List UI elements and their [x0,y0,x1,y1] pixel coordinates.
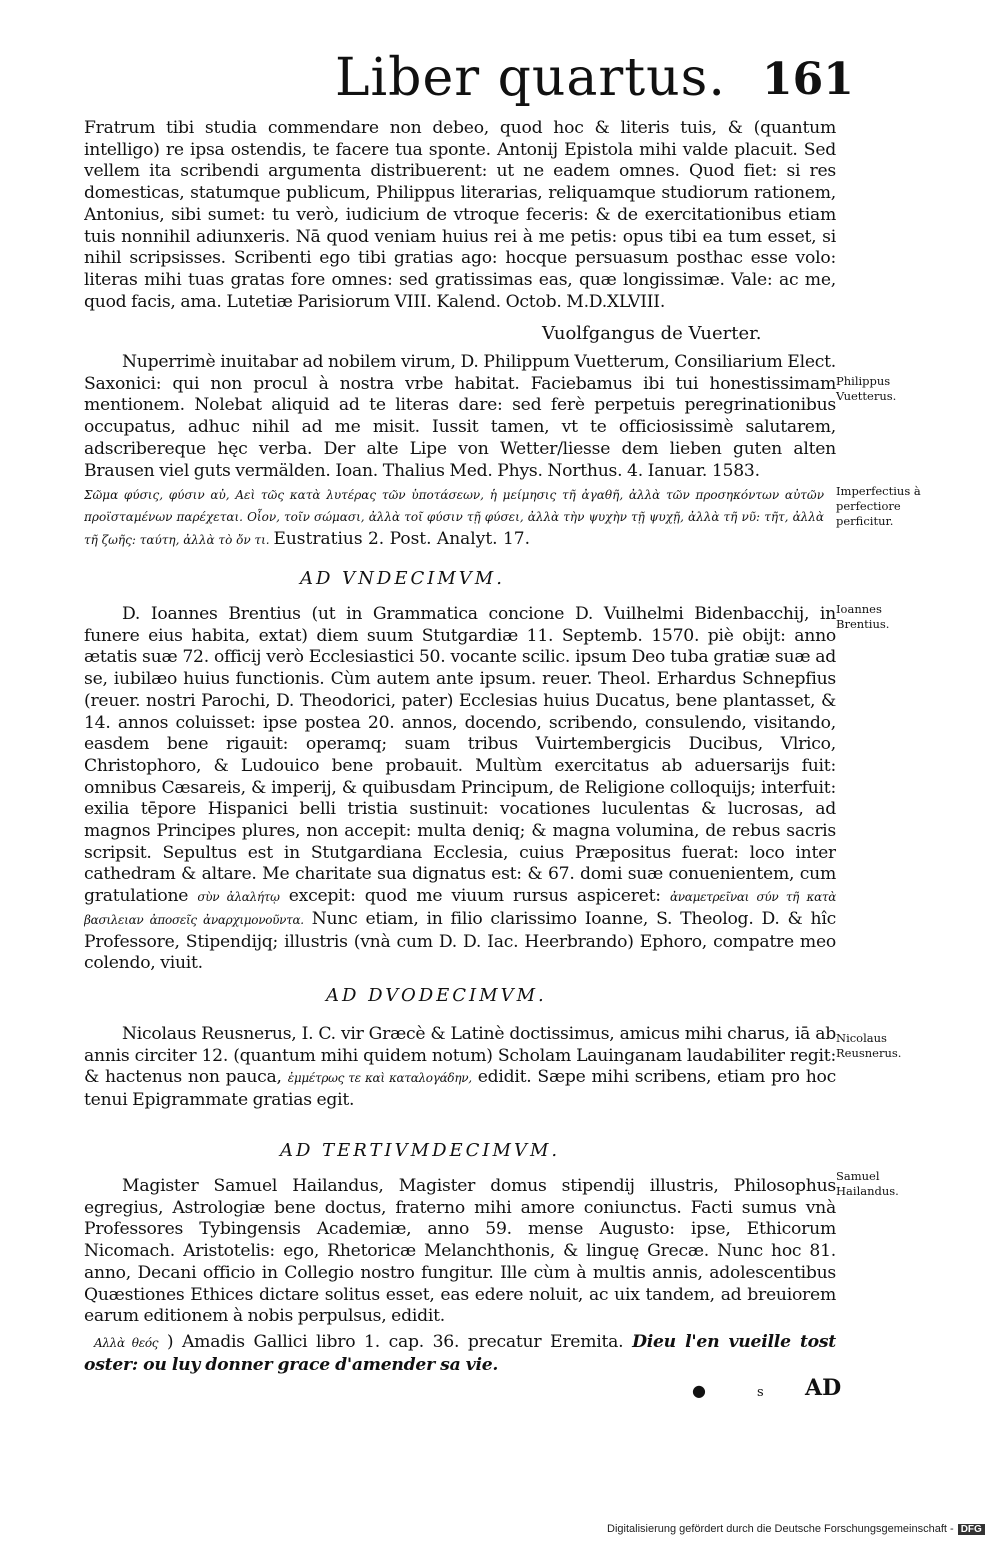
closing-text-b: Dieu l'en vueille tost oster: ou luy donner grace d'amender sa vie. [84,1332,836,1375]
hailand-paragraph: Magister Samuel Hailandus, Magister domus stipendij illustris, Philosophus egregius, Astrologiæ bene doctus, fraterno mihi amore coniunctus. Facti sumus vnà Professores Tybingensis Academiæ, anno 59. mense Augusto: ipse, Ethicorum Nicomach. Aristotelis: ego, Rhetoricæ Melanchthonis, & linguę Grecæ. Nunc hoc 81. anno, Decani officio in Collegio nostro fungitur. Ille cùm à multis annis, adolescentibus Quæstiones Ethices dictare solitus esset, eas edere noluit, ac uix tandem, ad breuiorem earum editionem à nobis perpulsus, edidit. [84,1176,836,1327]
margin-note-hailand: Samuel Hailandus. [836,1169,899,1198]
letter-paragraph: Fratrum tibi studia commendare non debeo, quod hoc & literis tuis, & (quantum intelligo) re ipsa ostendis, te facere tua sponte. Antonij Epistola mihi valde placuit. Sed vellem ita scribendi argumenta distribuerent: ut ne eadem omnes. Quod fiet: si res domesticas, statumque publicum, Philippus literarias, reliquamque studiorum rationem, Antonius, sibi sumet: tu verò, iudicium de vtroque feceris: & de exercitationibus etiam tuis nonnihil adiunxeris. Nā quod veniam huius rei à me petis: opus tibi ea tum esset, si nihil scripsisses. Scribenti ego tibi gratias ago: hocque persuasum posthac esse volo: literas mihi tuas gratas fore omnes: sed gratissimas eas, quæ longissimæ. Vale: ac me, quod facis, ama. Lutetiæ Parisiorum VIII. Kalend. Octob. M.D.XLVIII. [84,118,836,312]
section-heading-11: AD VNDECIMVM. [300,568,505,589]
closing-greek: Αλλὰ θεός [94,1336,159,1350]
brentius-text-b: excepit: quod me viuum rursus aspiceret: [288,886,661,907]
margin-note-reusner: Nicolaus Reusnerus. [836,1031,902,1060]
reusner-text-b: edidit. Sæpe mihi scribens, etiam pro hoc tenui Epigrammate gratias egit. [84,1067,836,1111]
dfg-logo: DFG [958,1524,985,1535]
page-number: 161 [762,54,854,105]
closing-text-a: ) Amadis Gallici libro 1. cap. 36. precatur Eremita. [166,1332,624,1352]
reusner-greek: ἐμμέτρως τε καὶ καταλογάδην, [287,1071,472,1086]
letter-signature: Vuolfgangus de Vuerter. [542,323,762,344]
brentius-text-c: Nunc etiam, in filio clarissimo Ioanne, S. Theolog. D. & hîc Professore, Stipendijq; illustris (vnà cum D. D. Iac. Heerbrando) Ephoro, compatre meo colendo, viuit. [84,908,836,972]
margin-note-imperfectius: Imperfectius à perfectiore perficitur. [836,484,921,528]
brentius-greek-1: σὺν ἀλαλήτῳ [197,890,280,905]
greek-quotation-source: Eustratius 2. Post. Analyt. 17. [273,529,531,549]
digitization-credit [607,1523,985,1535]
section-heading-12: AD DVODECIMVM. [326,985,547,1006]
brentius-text-a: D. Ioannes Brentius (ut in Grammatica concione D. Vuilhelmi Bidenbacchij, in funere eius habita, extat) diem suum Stutgardiæ 11. Septemb. 1570. piè obijt: anno ætatis suæ 72. officij verò Ecclesiastici 50. vocante scilic. ipsum Deo tuba gratiæ suæ ad se, iubilæo huius functionis. Cùm autem ante ipsum. reuer. Theol. Erhardus Schnepfius (reuer. nostri Parochi, D. Theodorici, pater) Ecclesias huius Ducatus, bene plantasset, & 14. annos coluisset: ipse postea 20. annos, docendo, scribendo, consulendo, visitando, easdem bene rigauit: operamq; suam tribus Vuirtembergicis Ducibus, Vlrico, Christophoro, & Ludouico bene probauit. Multùm exercitatus ab aduersarijs fuit: omnibus Cæsareis, & imperij, & quibusdam Principum, de Religione colloquijs; interfuit: exilia tēpore Hispanici belli tristia sustinuit: vocationes luculentas & lucrosas, ad magnos Principes plures, non accepit: multa deniq; & magna volumina, de rebus sacris scripsit. Sepultus est in Stutgardiana Ecclesia, cuius Præpositus fuerat: loco inter cathedram & altare. Me charitate sua dignatus est: & 67. domi suæ conuenientem, cum gratulatione [84,604,836,907]
credit-text: Digitalisierung gefördert durch die Deutsche Forschungsgemeinschaft - [607,1523,954,1535]
greek-quotation [84,484,824,552]
wetter-paragraph: Nuperrimè inuitabar ad nobilem virum, D. Philippum Vuetterum, Consiliarium Elect. Saxonici: qui non procul à nostra vrbe habitat. Faciebamus ibi tui honestissimam mentionem. Nolebat aliquid ad te literas dare: sed ferè perpetuis peregrinationibus occupatus, adhuc nihil ad me misit. Iussit tamen, vt te officiosissimè salutarem, adscribereque hęc verba. Der alte Lipe von Wetter/liesse dem lieben guten alten Brausen viel guts vermälden. Ioan. Thalius Med. Phys. Northus. 4. Ianuar. 1583. [84,352,836,481]
running-head: Liber quartus. [335,48,726,108]
margin-note-wetter: Philippus Vuetterus. [836,374,897,403]
brentius-greek-2: ἀναμετρεῖναι σύν τῆ κατὰ βασιλειαν ἀποσεῖς ἀναρχιμονοῦντα. [84,890,836,927]
brentius-paragraph [84,604,836,972]
margin-note-brentius: Ioannes Brentius. [836,602,890,631]
signature-mark: s [757,1385,764,1400]
reusner-text-a: Nicolaus Reusnerus, I. C. vir Græcè & Latinè doctissimus, amicus mihi charus, iā ab annis circiter 12. (quantum mihi quidem notum) Scholam Lauinganam laudabiliter regit: & hactenus non pauca, [84,1024,836,1088]
section-heading-13: AD TERTIVMDECIMVM. [280,1140,561,1161]
reusner-paragraph [84,1024,836,1112]
greek-quotation-text: Σῶμα φύσις, φύσιν αὐ, Αεὶ τῶς κατὰ λυτέρας τῶν ὑποτάσεων, ἡ μείμησις τῆ ἀγαθῆ, ἀλλὰ τῶν προσηκόντων αὐτῶν προϊσταμένων παρέχεται. Οἷον, τοῖν σώμασι, ἀλλὰ τοῖ φύσιν τῇ φύσει, ἀλλὰ τὴν ψυχὴν τῇ ψυχῇ, ἀλλὰ τῆ νῦ: τῆτ, ἀλλὰ τῆ ζωῆς: ταύτη, ἀλλὰ τὸ ὄν τι. [84,488,824,547]
closing-paragraph [84,1332,836,1378]
catchword: AD [805,1375,842,1401]
catchword-dot: ● [692,1381,706,1400]
